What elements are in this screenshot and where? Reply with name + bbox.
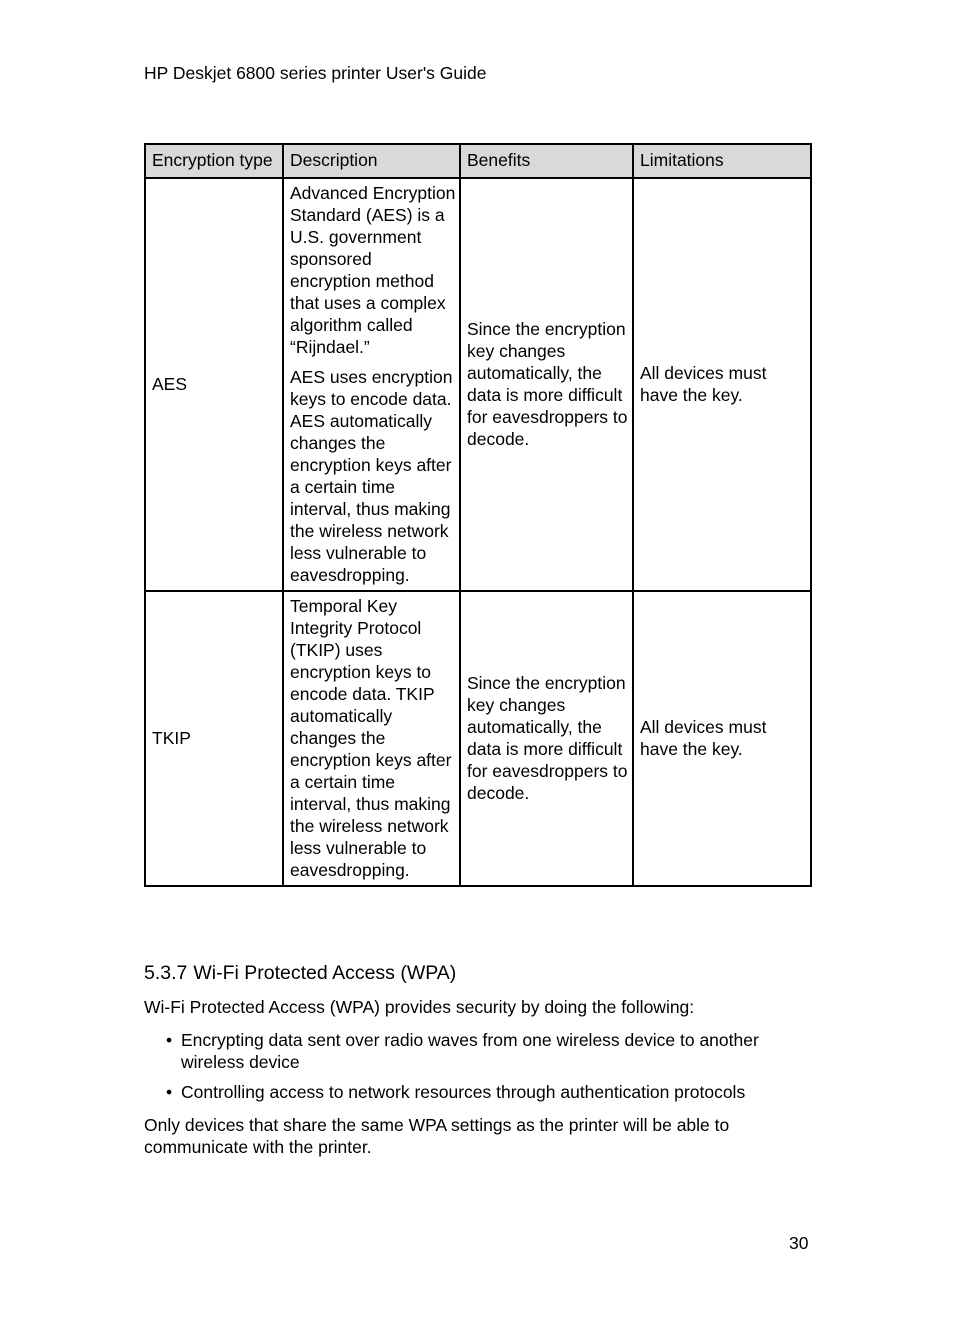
cell-benefits: Since the encryption key changes automatically, the data is more difficult for eavesdroppers to decode. bbox=[460, 591, 633, 886]
cell-type: TKIP bbox=[145, 591, 283, 886]
running-header: HP Deskjet 6800 series printer User's Guide bbox=[144, 63, 487, 83]
section-heading bbox=[144, 961, 456, 985]
column-header-limitations: Limitations bbox=[633, 144, 811, 178]
table-header-row bbox=[145, 144, 811, 178]
closing-paragraph: Only devices that share the same WPA settings as the printer will be able to communicate with the printer. bbox=[144, 1115, 730, 1157]
list-item-text: Controlling access to network resources through authentication protocols bbox=[181, 1082, 746, 1102]
column-header-encryption-type: Encryption type bbox=[145, 144, 283, 178]
cell-limitations: All devices must have the key. bbox=[633, 178, 811, 591]
cell-type: AES bbox=[145, 178, 283, 591]
encryption-table bbox=[144, 143, 812, 887]
table-row-tkip bbox=[145, 591, 811, 886]
description-paragraph: Temporal Key Integrity Protocol (TKIP) uses encryption keys to encode data. TKIP automatically changes the encryption keys after a certain time interval, thus making the wireless network less vulnerable to eavesdropping. bbox=[290, 596, 452, 880]
page-number: 30 bbox=[789, 1233, 809, 1253]
description-paragraph: AES uses encryption keys to encode data. AES automatically changes the encryption keys after a certain time interval, thus making the wireless network less vulnerable to eavesdropping. bbox=[290, 367, 453, 585]
section-intro: Wi-Fi Protected Access (WPA) provides security by doing the following: bbox=[144, 997, 695, 1017]
description-paragraph: Advanced Encryption Standard (AES) is a U.S. government sponsored encryption method that uses a complex algorithm called “Rijndael.” bbox=[290, 183, 456, 357]
column-header-description: Description bbox=[283, 144, 460, 178]
bullet-icon: • bbox=[166, 1082, 173, 1102]
cell-benefits: Since the encryption key changes automatically, the data is more difficult for eavesdroppers to decode. bbox=[460, 178, 633, 591]
section-title: Wi-Fi Protected Access (WPA) bbox=[193, 962, 457, 984]
list-item bbox=[144, 1081, 804, 1103]
cell-description bbox=[283, 591, 460, 886]
bullet-icon: • bbox=[166, 1030, 173, 1050]
list-item-text: Encrypting data sent over radio waves from one wireless device to another wireless device bbox=[181, 1030, 759, 1072]
section-number: 5.3.7 bbox=[144, 962, 188, 984]
list-item bbox=[144, 1029, 804, 1073]
table-row-aes bbox=[145, 178, 811, 591]
cell-limitations: All devices must have the key. bbox=[633, 591, 811, 886]
cell-description bbox=[283, 178, 460, 591]
column-header-benefits: Benefits bbox=[460, 144, 633, 178]
bullet-list bbox=[144, 1029, 804, 1111]
